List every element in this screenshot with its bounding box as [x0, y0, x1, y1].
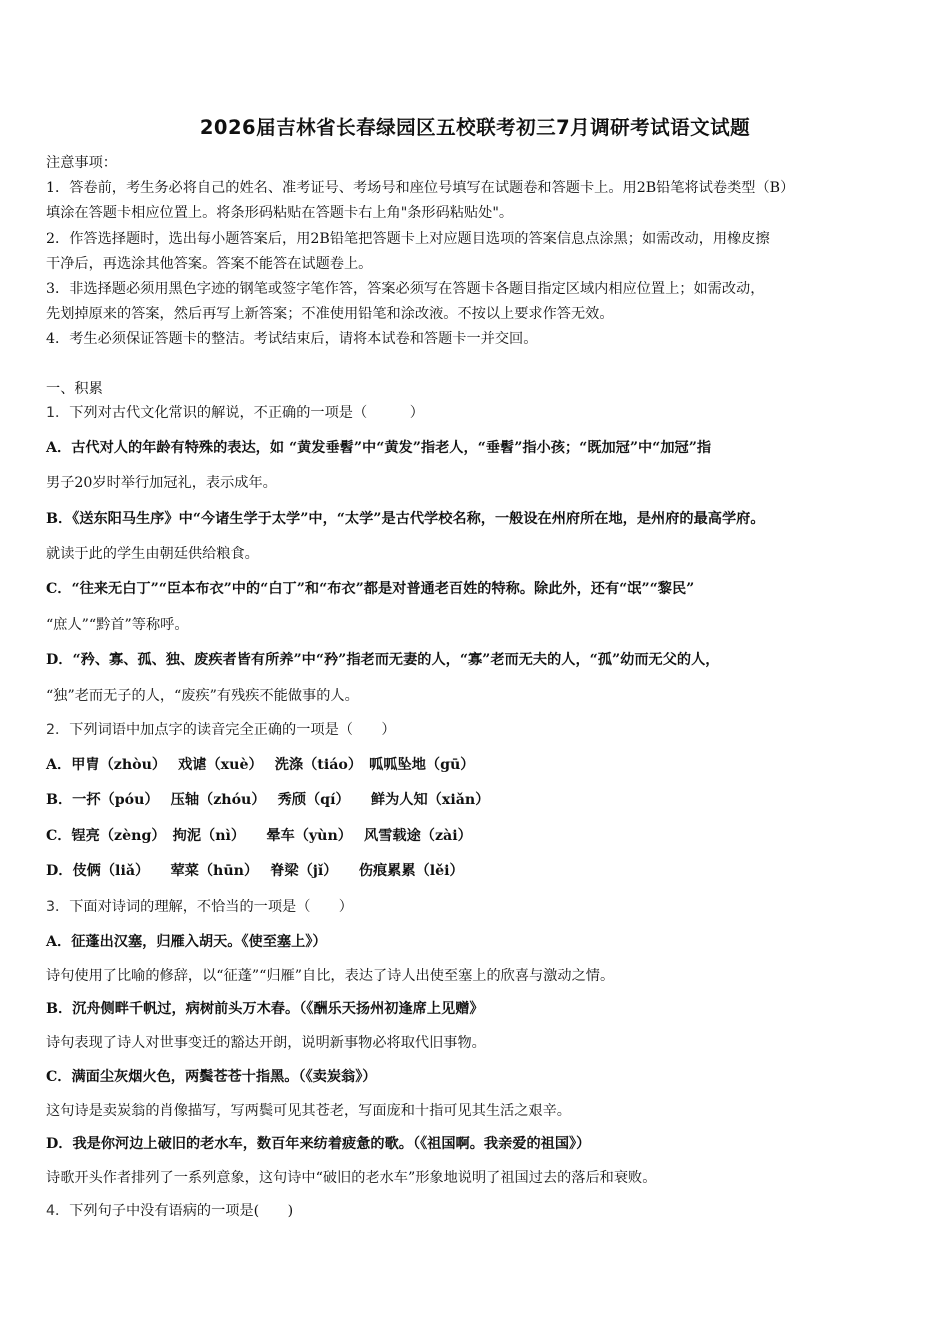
- q3-option-d: D．我是你河边上破旧的老水车，数百年来纺着疲惫的歌。（《祖国啊。我亲爱的祖国》）: [46, 1136, 591, 1152]
- q1-option-c-cont: “庶人”“黔首”等称呼。: [46, 617, 189, 633]
- question-number: 2．: [46, 722, 70, 738]
- notice-line: 1．答卷前，考生务必将自己的姓名、准考证号、考场号和座位号填写在试题卷和答题卡上。用2B铅笔将试卷类型（B）: [46, 180, 795, 196]
- q1-option-a: A．古代对人的年龄有特殊的表达，如 “黄发垂髫”中“黄发”指老人，“垂髫”指小孩；“既加冠”中“加冠”指: [46, 440, 712, 456]
- notice-line: 3．非选择题必须用黑色字迹的钢笔或签字笔作答，答案必须写在答题卡各题目指定区域内相应位置上；如需改动，: [46, 281, 765, 297]
- question-number: 1．: [46, 405, 70, 421]
- question-text: 下面对诗词的理解，不恰当的一项是（ ）: [69, 899, 353, 915]
- question-text: 下列对古代文化常识的解说，不正确的一项是（ ）: [69, 405, 424, 421]
- notice-line: 先划掉原来的答案，然后再写上新答案；不准使用铅笔和涂改液。不按以上要求作答无效。: [46, 306, 614, 322]
- q3-option-c: C．满面尘灰烟火色，两鬓苍苍十指黑。（《卖炭翁》）: [46, 1069, 377, 1085]
- section-heading: 一、积累: [46, 381, 103, 397]
- notice-line: 干净后，再选涂其他答案。答案不能答在试题卷上。: [46, 256, 373, 272]
- notice-heading: 注意事项：: [46, 155, 117, 171]
- notice-line: 2．作答选择题时，选出每小题答案后，用2B铅笔把答题卡上对应题目选项的答案信息点涂黑；如需改动，用橡皮擦: [46, 231, 770, 247]
- q2-option-b: B．一抔（póu） 压轴（zhóu） 秀颀（qí） 鲜为人知（xiǎn）: [46, 792, 490, 808]
- notice-line: 填涂在答题卡相应位置上。将条形码粘贴在答题卡右上角"条形码粘贴处"。: [46, 205, 514, 221]
- q3-option-b: B．沉舟侧畔千帆过，病树前头万木春。（《酬乐天扬州初逢席上见赠》: [46, 1001, 484, 1017]
- q1-option-a-cont: 男子20岁时举行加冠礼，表示成年。: [46, 475, 277, 491]
- question-number: 4．: [46, 1203, 70, 1219]
- notice-line: 4．考生必须保证答题卡的整洁。考试结束后，请将本试卷和答题卡一并交回。: [46, 331, 538, 347]
- q1-option-b: B．《送东阳马生序》中“今诸生学于太学”中，“太学”是古代学校名称，一般设在州府所在地，是州府的最高学府。: [46, 511, 765, 527]
- question-1-stem: [46, 402, 424, 422]
- q3-option-b-note: 诗句表现了诗人对世事变迁的豁达开朗，说明新事物必将取代旧事物。: [46, 1035, 486, 1051]
- question-3-stem: [46, 896, 353, 916]
- question-number: 3．: [46, 899, 70, 915]
- q3-option-a-note: 诗句使用了比喻的修辞，以“征蓬”“归雁”自比，表达了诗人出使至塞上的欣喜与激动之情。: [46, 968, 615, 984]
- q2-option-c: C．锃亮（zèng） 拘泥（nì） 晕车（yùn） 风雪载途（zài）: [46, 828, 472, 844]
- q1-option-d-cont: “独”老而无子的人，“废疾”有残疾不能做事的人。: [46, 688, 359, 704]
- q2-option-a: A．甲胄（zhòu） 戏谑（xuè） 洗涤（tiáo） 呱呱坠地（gū）: [46, 757, 475, 773]
- q1-option-d: D．“矜、寡、孤、独、废疾者皆有所养”中“矜”指老而无妻的人，“寡”老而无夫的人，“孤”幼而无父的人，: [46, 652, 720, 668]
- q2-option-d: D．伎俩（liǎ） 荤菜（hūn） 脊梁（jǐ） 伤痕累累（lěi）: [46, 863, 464, 879]
- q3-option-d-note: 诗歌开头作者排列了一系列意象，这句诗中“破旧的老水车”形象地说明了祖国过去的落后和衰败。: [46, 1170, 657, 1186]
- q3-option-a: A．征蓬出汉塞，归雁入胡天。《使至塞上》）: [46, 934, 327, 950]
- question-text: 下列词语中加点字的读音完全正确的一项是（ ）: [69, 722, 396, 738]
- q3-option-c-note: 这句诗是卖炭翁的肖像描写，写两鬓可见其苍老，写面庞和十指可见其生活之艰辛。: [46, 1103, 571, 1119]
- q1-option-b-cont: 就读于此的学生由朝廷供给粮食。: [46, 546, 259, 562]
- question-2-stem: [46, 719, 396, 739]
- page-title: 2026届吉林省长春绿园区五校联考初三7月调研考试语文试题: [199, 116, 751, 139]
- question-4-stem: [46, 1200, 293, 1220]
- question-text: 下列句子中没有语病的一项是( ): [69, 1203, 294, 1219]
- q1-option-c: C．“往来无白丁”“臣本布衣”中的“白丁”和“布衣”都是对普通老百姓的特称。除此外，还有“氓”“黎民”: [46, 581, 695, 597]
